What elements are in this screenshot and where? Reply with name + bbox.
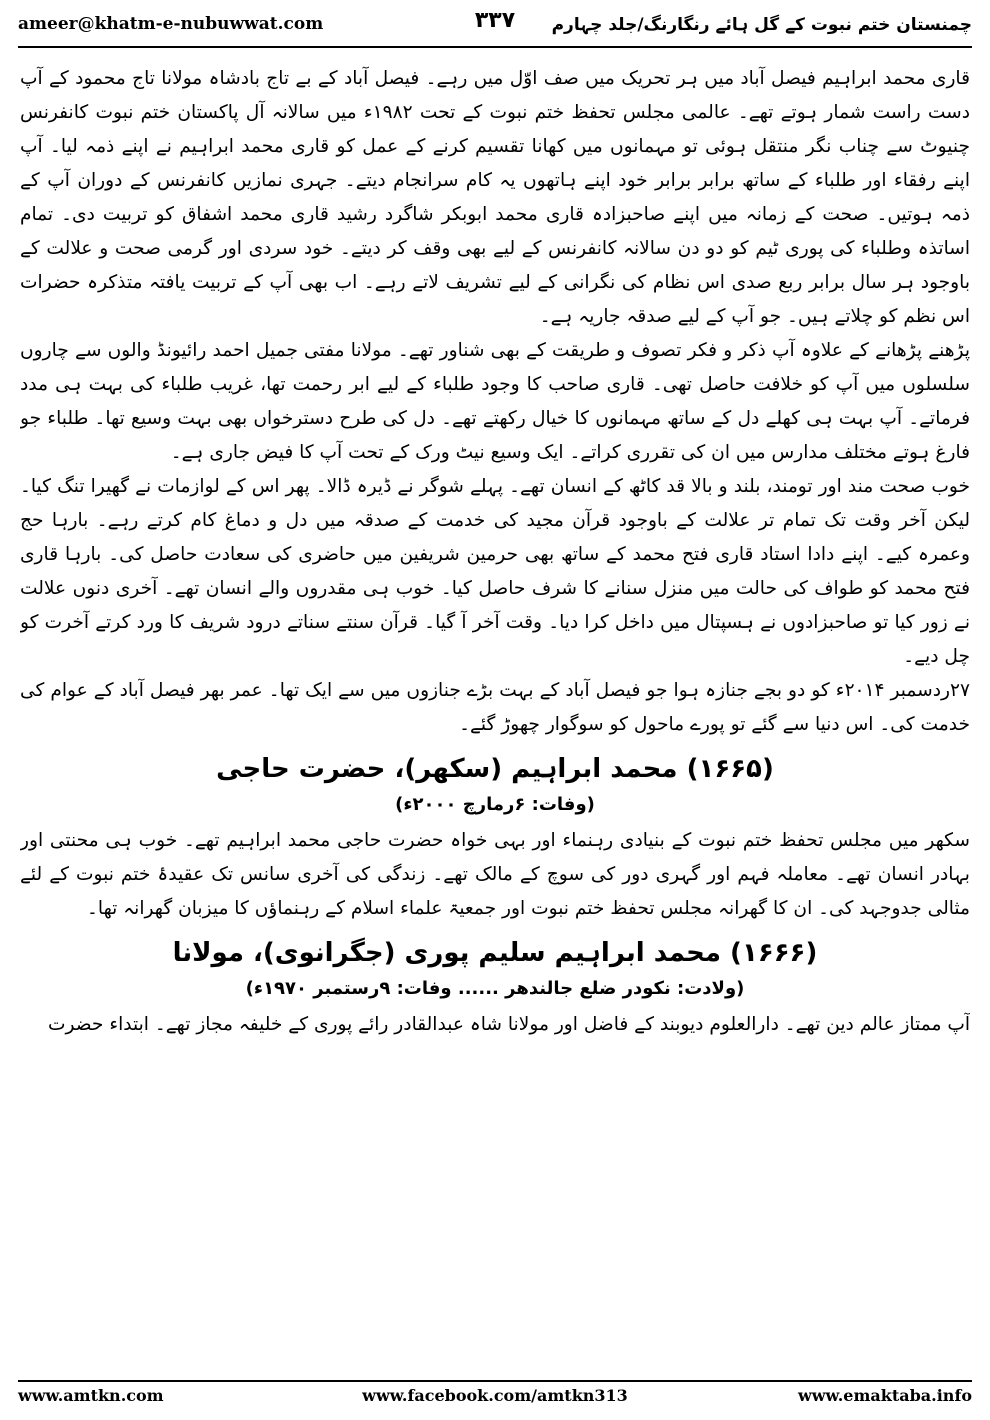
- footer-divider: [18, 1380, 972, 1382]
- entry-1665-title: (۱۶۶۵) محمد ابراہیم (سکھر)، حضرت حاجی: [216, 754, 774, 784]
- footer-link-facebook[interactable]: www.facebook.com/amtkn313: [362, 1386, 628, 1405]
- paragraph-4: ۲۷ردسمبر ۲۰۱۴ء کو دو بجے جنازہ ہوا جو فیصل آباد کے بہت بڑے جنازوں میں سے ایک تھا۔ عمر بھر فیصل آباد کے عوام کی خدمت کی۔ اس دنیا سے گئے تو پورے ماحول کو سوگوار چھوڑ گئے۔: [20, 680, 970, 735]
- entry-1665-text: سکھر میں مجلس تحفظ ختم نبوت کے بنیادی رہنماء اور بہی خواہ حضرت حاجی محمد ابراہیم تھے۔ خوب ہی محنتی اور بہادر انسان تھے۔ معاملہ فہم اور گہری دور کی سوچ کے مالک تھے۔ زندگی کی آخری سانس تک عقیدۂ ختم نبوت کے لئے مثالی جدوجہد کی۔ ان کا گھرانہ مجلس تحفظ ختم نبوت اور جمعیۃ علماء اسلام کے رہنماؤں کا میزبان گھرانہ تھا۔: [20, 830, 970, 919]
- paragraph-1: قاری محمد ابراہیم فیصل آباد میں ہر تحریک میں صف اوّل میں رہے۔ فیصل آباد کے بے تاج بادشاہ مولانا تاج محمود کے آپ دست راست شمار ہوتے تھے۔ عالمی مجلس تحفظ ختم نبوت کے تحت ۱۹۸۲ء میں سالانہ آل پاکستان ختم نبوت کانفرنس چنیوٹ سے چناب نگر منتقل ہوئی تو مہمانوں میں کھانا تقسیم کرنے کے عمل کو قاری محمد ابراہیم نے اپنے ذمہ لیا۔ آپ اپنے رفقاء اور طلباء کے ساتھ برابر برابر خود اپنے ہاتھوں یہ کام سرانجام دیتے۔ جہری نمازیں کانفرنس کے دوران آپ کے ذمہ ہوتیں۔ صحت کے زمانہ میں اپنے صاحبزادہ قاری محمد ابوبکر شاگرد رشید قاری محمد اشفاق کو تربیت دی۔ تمام اساتذہ وطلباء کی پوری ٹیم کو دو دن سالانہ کانفرنس کے لیے بھی وقف کر دیتے۔ خود سردی اور گرمی صحت و علالت کے باوجود ہر سال برابر ربع صدی اس نظام کی نگرانی کے لیے تشریف لاتے رہے۔ اب بھی آپ کے تربیت یافتہ متذکرہ حضرات اس نظم کو چلاتے ہیں۔ جو آپ کے لیے صدقہ جاریہ ہے۔: [20, 68, 970, 327]
- page-footer: [18, 1386, 972, 1412]
- page-body: [20, 62, 970, 1374]
- page-number: ۳۳۷: [474, 8, 516, 33]
- page-header: [18, 8, 972, 44]
- header-email[interactable]: ameer@khatm-e-nubuwwat.com: [18, 14, 324, 34]
- entry-1666-text: آپ ممتاز عالم دین تھے۔ دارالعلوم دیوبند کے فاضل اور مولانا شاہ عبدالقادر رائے پوری کے خلیفہ مجاز تھے۔ ابتداء حضرت: [48, 1014, 970, 1035]
- entry-1666-subtitle: (ولادت: نکودر ضلع جالندھر ...... وفات: ۹رستمبر ۱۹۷۰ء): [245, 978, 745, 999]
- footer-link-amtkn[interactable]: www.amtkn.com: [18, 1386, 164, 1405]
- entry-1666-title: (۱۶۶۶) محمد ابراہیم سلیم پوری (جگرانوی)، مولانا: [172, 938, 818, 968]
- footer-link-emaktaba[interactable]: www.emaktaba.info: [798, 1386, 972, 1405]
- book-title: چمنستان ختم نبوت کے گل ہائے رنگارنگ/جلد چہارم: [551, 15, 972, 35]
- header-divider: [18, 46, 972, 48]
- paragraph-3: خوب صحت مند اور تومند، بلند و بالا قد کاٹھ کے انسان تھے۔ پہلے شوگر نے ڈیرہ ڈالا۔ پھر اس کے لوازمات نے گھیرا تنگ کیا۔ لیکن آخر وقت تک تمام تر علالت کے باوجود قرآن مجید کی خدمت کے صدقہ میں دل و دماغ کام کرتے رہے۔ بارہا حج وعمرہ کیے۔ اپنے دادا استاد قاری فتح محمد کے ساتھ بھی حرمین شریفین میں حاضری کی سعادت حاصل کی۔ بارہا قاری فتح محمد کو طواف کی حالت میں منزل سنانے کا شرف حاصل کیا۔ خوب ہی مقدروں والے انسان تھے۔ آخری دنوں علالت نے زور کیا تو صاحبزادوں نے ہسپتال میں داخل کرا دیا۔ وقت آخر آ گیا۔ قرآن سنتے سناتے درود شریف کا ورد کرتے آخرت کو چل دیے۔: [20, 476, 970, 667]
- paragraph-2: پڑھنے پڑھانے کے علاوہ آپ ذکر و فکر تصوف و طریقت کے بھی شناور تھے۔ مولانا مفتی جمیل احمد رائیونڈ والوں سے چاروں سلسلوں میں آپ کو خلافت حاصل تھی۔ قاری صاحب کا وجود طلباء کے لیے ابر رحمت تھا، غریب طلباء کی بہت ہی مدد فرماتے۔ آپ بہت ہی کھلے دل کے ساتھ مہمانوں کا خیال رکھتے تھے۔ دل کی طرح دسترخواں بھی بہت وسیع تھا۔ طلباء جو فارغ ہوتے مختلف مدارس میں ان کی تقرری کراتے۔ ایک وسیع نیٹ ورک کے تحت آپ کا فیض جاری ہے۔: [20, 340, 970, 463]
- entry-1665-subtitle: (وفات: ۶رمارچ ۲۰۰۰ء): [395, 794, 595, 815]
